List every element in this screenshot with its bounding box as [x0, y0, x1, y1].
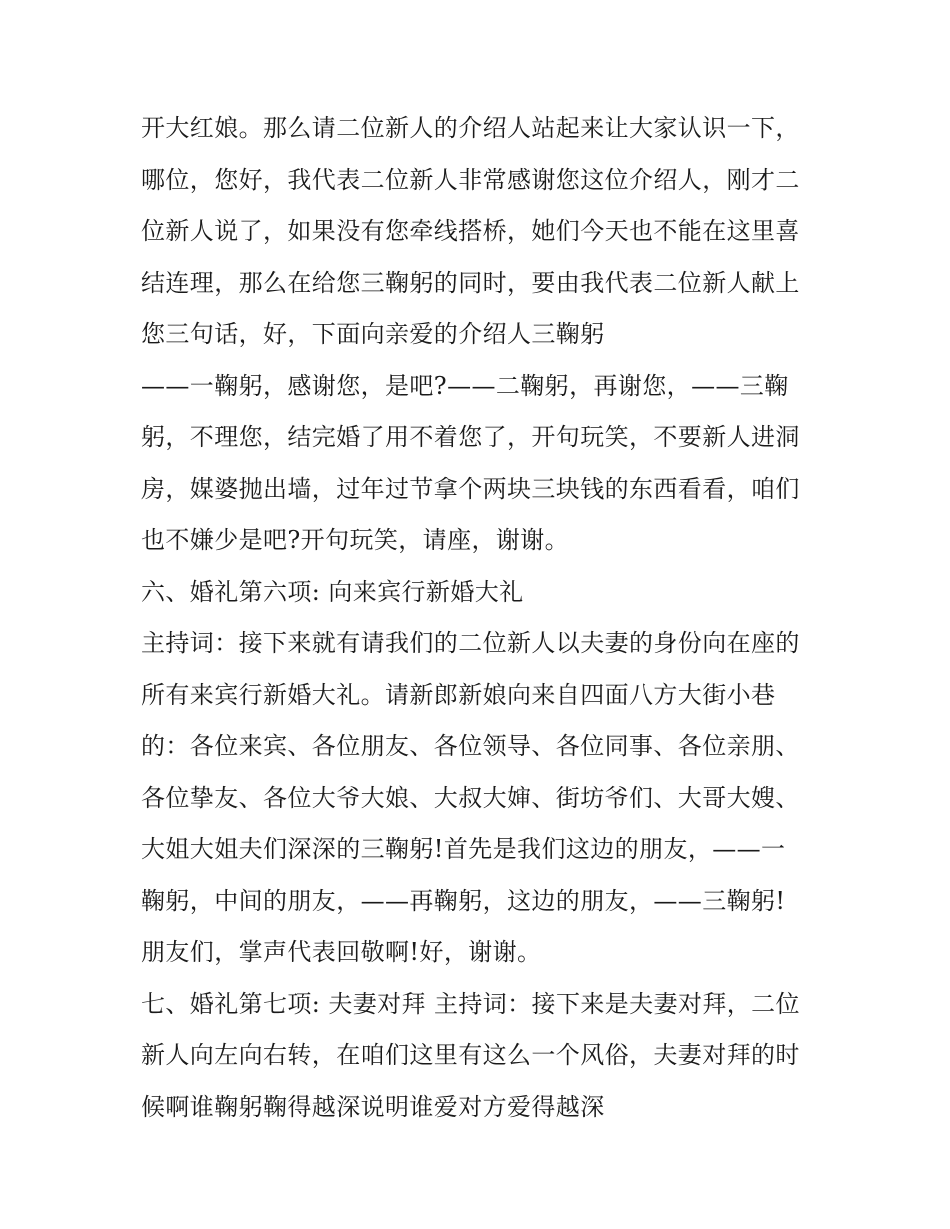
text-line: 主持词：接下来就有请我们的二位新人以夫妻的身份向在座的	[141, 629, 800, 657]
text-line: 结连理，那么在给您三鞠躬的同时，要由我代表二位新人献上	[141, 268, 800, 297]
text-line: 朋友们，掌声代表回敬啊!好，谢谢。	[141, 938, 542, 966]
text-line: 您三句话，好，下面向亲爱的介绍人三鞠躬	[141, 320, 605, 348]
text-line: 开大红娘。那么请二位新人的介绍人站起来让大家认识一下，	[141, 114, 800, 142]
text-line: 位新人说了，如果没有您牵线搭桥，她们今天也不能在这里喜	[141, 217, 800, 245]
text-line: 躬，不理您，结完婚了用不着您了，开句玩笑，不要新人进洞	[141, 423, 800, 451]
section-heading-7: 七、婚礼第七项: 夫妻对拜 主持词：接下来是夫妻对拜，二位	[141, 989, 800, 1018]
text-line: 所有来宾行新婚大礼。请新郎新娘向来自四面八方大街小巷	[141, 680, 776, 709]
section-heading-6: 六、婚礼第六项: 向来宾行新婚大礼	[141, 577, 524, 606]
text-line: 房，媒婆抛出墙，过年过节拿个两块三块钱的东西看看，咱们	[141, 474, 800, 503]
text-line: 的：各位来宾、各位朋友、各位领导、各位同事、各位亲朋、	[141, 732, 800, 760]
text-line: 大姐大姐夫们深深的三鞠躬!首先是我们这边的朋友，——一	[141, 835, 786, 863]
text-line: 候啊谁鞠躬鞠得越深说明谁爱对方爱得越深	[141, 1092, 605, 1121]
body-text	[141, 103, 821, 1133]
text-line: ——一鞠躬，感谢您，是吧?——二鞠躬，再谢您，——三鞠	[141, 371, 789, 400]
text-line: 哪位，您好，我代表二位新人非常感谢您这位介绍人，刚才二	[141, 165, 800, 194]
text-line: 新人向左向右转，在咱们这里有这么一个风俗，夫妻对拜的时	[141, 1041, 800, 1069]
text-line: 鞠躬，中间的朋友，——再鞠躬，这边的朋友，——三鞠躬!	[141, 886, 786, 915]
text-line: 各位挚友、各位大爷大娘、大叔大婶、街坊爷们、大哥大嫂、	[141, 783, 800, 812]
text-line: 也不嫌少是吧?开句玩笑，请座，谢谢。	[141, 526, 570, 554]
